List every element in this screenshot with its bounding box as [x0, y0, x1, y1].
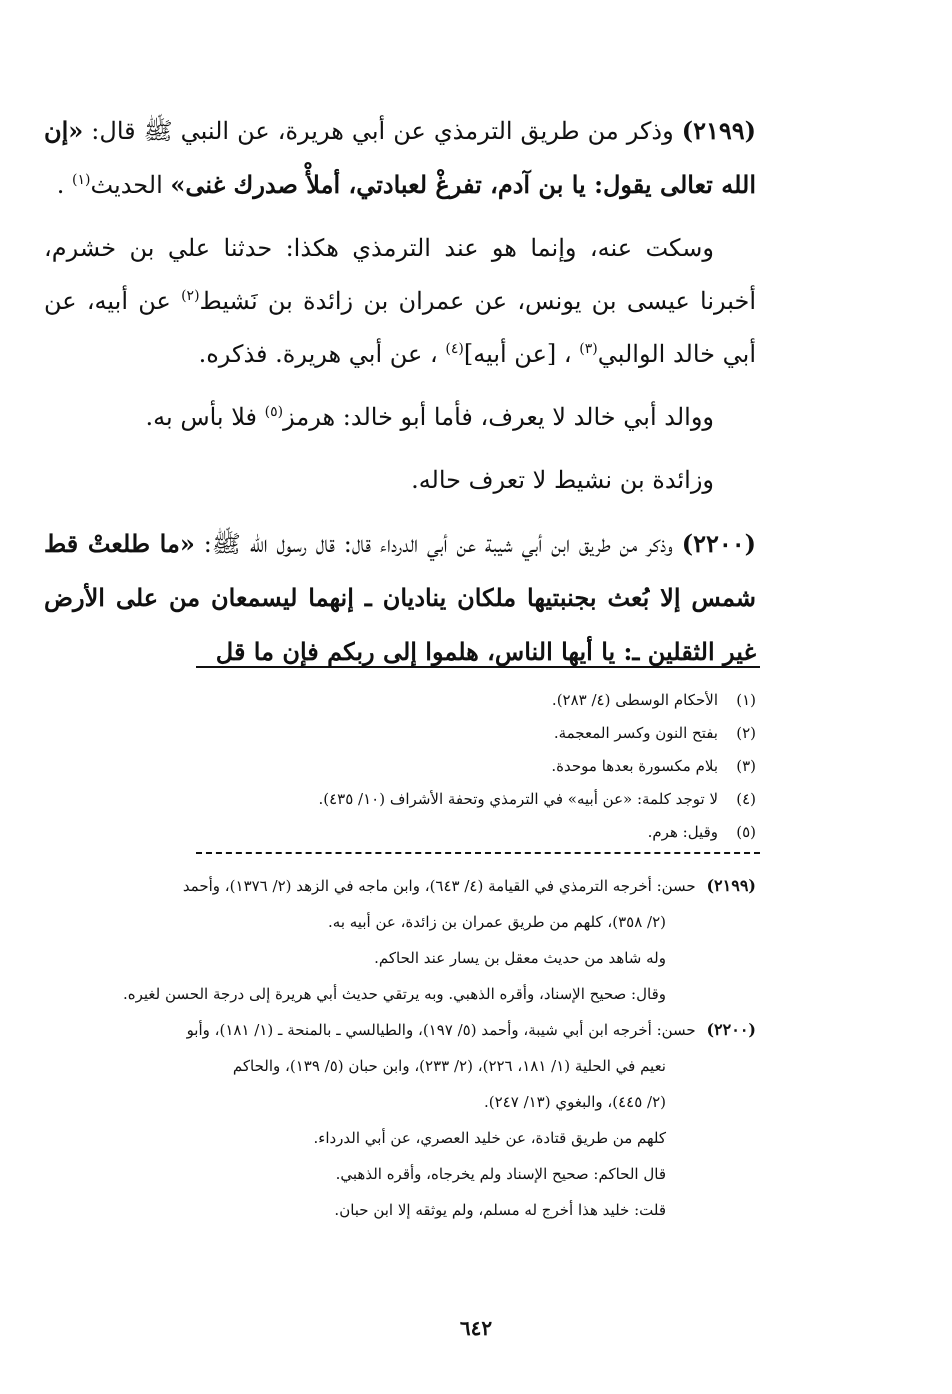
takhrij-number: (٢١٩٩)	[706, 876, 756, 895]
footnote-ref: (٥)	[264, 404, 284, 420]
footnote-ref: (١)	[71, 172, 91, 188]
takhrij-separator	[196, 852, 760, 854]
takhrij-line: قلت: خليد هذا أخرج له مسلم، ولم يوثقه إلا ابن حبان.	[334, 1201, 666, 1219]
isnad-text: ، عن أبي هريرة. فذكره.	[198, 340, 446, 368]
takhrij-entry-2199	[44, 868, 756, 1012]
footnote-number: (١)	[736, 691, 756, 709]
comment-text: فلا بأس به.	[145, 403, 265, 431]
sentence-end: .	[56, 171, 72, 199]
footnote-item	[44, 717, 756, 750]
takhrij-number: (٢٢٠٠)	[706, 1020, 756, 1039]
takhrij-text: حسن: أخرجه الترمذي في القيامة (٤/ ٦٤٣)، وابن ماجه في الزهد (٢/ ١٣٧٦)، وأحمد	[182, 877, 701, 895]
hadith-matn: «ما طلعتْ قط شمس إلا بُعث بجنبتيها ملكان يناديان ـ إنهما ليسمعان من على الأرض غير الثقلين ـ: يا أيها الناس، هلموا إلى ربكم فإن ما قل	[44, 529, 756, 666]
comment-paragraph: وزائدة بن نشيط لا تعرف حاله.	[411, 466, 714, 494]
isnad-text: عن أبيه، عن أبي خالد الوالبي	[44, 287, 756, 368]
footnote-number: (٢)	[736, 724, 756, 742]
takhrij-line: (٢/ ٤٤٥)، والبغوي (١٣/ ٢٤٧).	[484, 1093, 666, 1111]
hadith-number: (٢١٩٩)	[681, 116, 756, 145]
takhrij-line: نعيم في الحلية (١/ ١٨١، ٢٢٦)، (٢/ ٢٣٣)، وابن حبان (٥/ ١٣٩)، والحاكم	[232, 1057, 666, 1075]
footnote-item	[44, 684, 756, 717]
takhrij-line: (٢/ ٣٥٨)، كلهم من طريق عمران بن زائدة، عن أبيه به.	[328, 913, 666, 931]
footnote-text: وقيل: هرم.	[647, 823, 718, 841]
footnote-ref: (٣)	[579, 341, 598, 357]
footnote-item	[44, 783, 756, 816]
takhrij-line	[44, 1012, 756, 1048]
page-number: ٦٤٢	[459, 1316, 493, 1340]
isnad-text: ، [عن أبيه]	[463, 340, 580, 368]
takhrij-line: قال الحاكم: صحيح الإسناد ولم يخرجاه، وأقره الذهبي.	[335, 1165, 666, 1183]
isnad-paragraph	[44, 222, 756, 381]
footnotes-list	[44, 684, 756, 849]
takhrij-section	[44, 868, 756, 1228]
footnote-text: بلام مكسورة بعدها موحدة.	[551, 757, 718, 775]
footnote-number: (٤)	[736, 790, 756, 808]
footnote-number: (٣)	[736, 757, 756, 775]
footnote-separator	[196, 666, 760, 668]
hadith-2199-paragraph	[44, 104, 756, 212]
hadith-intro: وذكر من طريق الترمذي عن أبي هريرة، عن النبي ﷺ قال:	[83, 117, 682, 145]
takhrij-line: كلهم من طريق قتادة، عن خليد العصري، عن أبي الدرداء.	[313, 1129, 666, 1147]
main-text	[44, 104, 756, 679]
takhrij-entry-2200	[44, 1012, 756, 1228]
footnote-item	[44, 750, 756, 783]
hadith-intro: وذكر من طريق ابن أبي شيبة عن أبي الدرداء قال: قال رسول الله ﷺ:	[194, 530, 682, 558]
comment-text: ووالد أبي خالد لا يعرف، فأما أبو خالد: هرمز	[283, 403, 714, 431]
footnote-ref: (٢)	[181, 288, 200, 304]
hadith-matn: «إن الله تعالى يقول: يا بن آدم، تفرغْ لعبادتي، أملأْ صدرك غنى»	[44, 116, 756, 199]
footnote-text: بفتح النون وكسر المعجمة.	[553, 724, 718, 742]
hadith-after-matn: الحديث	[90, 171, 171, 199]
footnote-text: الأحكام الوسطى (٤/ ٢٨٣).	[551, 691, 718, 709]
comment-paragraph	[44, 391, 756, 444]
footnote-ref: (٤)	[445, 341, 464, 357]
footnote-item	[44, 816, 756, 849]
hadith-2200-paragraph	[44, 517, 756, 679]
hadith-number: (٢٢٠٠)	[681, 529, 756, 558]
footnote-number: (٥)	[736, 823, 756, 841]
takhrij-line: وله شاهد من حديث معقل بن يسار عند الحاكم.	[374, 949, 666, 967]
takhrij-text: حسن: أخرجه ابن أبي شيبة، وأحمد (٥/ ١٩٧)، والطيالسي ـ بالمنحة ـ (١/ ١٨١)، وأبو	[186, 1021, 701, 1039]
takhrij-line	[44, 868, 756, 904]
footnote-text: لا توجد كلمة: «عن أبيه» في الترمذي وتحفة الأشراف (١٠/ ٤٣٥).	[318, 790, 718, 808]
takhrij-line: وقال: صحيح الإسناد، وأقره الذهبي. وبه يرتقي حديث أبي هريرة إلى درجة الحسن لغيره.	[123, 985, 666, 1003]
isnad-text: وسكت عنه، وإنما هو عند الترمذي هكذا: حدثنا علي بن خشرم، أخبرنا عيسى بن يونس، عن عمران بن زائدة بن نَشيط	[44, 234, 756, 315]
